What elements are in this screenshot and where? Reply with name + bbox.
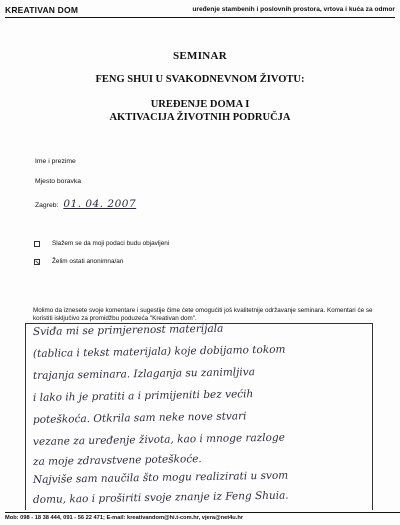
place-field[interactable]	[35, 178, 81, 185]
seminar-label: SEMINAR	[172, 50, 228, 62]
header-rule	[5, 17, 395, 18]
date-field[interactable]	[35, 198, 136, 210]
seminar-topic-line2: AKTIVACIJA ŽIVOTNIH PODRUČJA	[109, 112, 291, 123]
consent-publish-checkbox[interactable]	[34, 241, 40, 247]
comment-line: (tablica i tekst materijala) koje dobijamo tokom	[32, 343, 286, 360]
brand-tagline: uređenje stambenih i poslovnih prostora, vrtova i kuća za odmor	[192, 6, 395, 13]
consent-publish-label: Slažem se da moji podaci budu objavljeni	[52, 240, 170, 247]
consent-anonymous-option[interactable]	[34, 258, 123, 265]
consent-publish-option[interactable]	[34, 240, 169, 247]
comment-line: za moje zdravstvene poteškoće.	[32, 453, 202, 468]
seminar-topic-line1: UREĐENJE DOMA I	[150, 99, 250, 110]
comments-intro: Molimo da iznesete svoje komentare i sugestije čime ćete omogućiti još kvalitetnije održavanje seminara. Komentari će se koristiti isključivo za promidžbu poduzeća "Kreativan dom".	[33, 307, 373, 322]
comment-line: poteškoća. Otkrila sam neke nove stvari	[32, 410, 247, 426]
comment-line: i lako ih je pratiti a i primijeniti bez većih	[32, 388, 254, 404]
date-label: Zagreb:	[35, 202, 59, 209]
name-label: Ime i prezime	[35, 158, 76, 165]
seminar-subtitle: FENG SHUI U SVAKODNEVNOM ŽIVOTU:	[95, 74, 305, 85]
title-block	[0, 50, 400, 123]
comment-line: Najviše sam naučila što mogu realizirati u svom	[32, 469, 289, 486]
letterhead	[5, 5, 395, 19]
date-value[interactable]: 01. 04. 2007	[63, 198, 137, 210]
comment-line: trajanja seminara. Izlaganja su zanimljiva	[32, 366, 256, 382]
consent-anonymous-checkbox[interactable]	[34, 259, 40, 265]
footer-contact: Mob: 098 - 18 38 444, 091 - 56 22 471; E-mail: kreativandom@hi.t-com.hr, vjera@net4u.hr	[5, 512, 400, 521]
comment-line: vezane za uređenje života, kao i mnoge razloge	[32, 431, 285, 448]
comment-line: Sviđa mi se primjerenost materijala	[32, 322, 224, 338]
name-field[interactable]	[35, 158, 76, 165]
comment-line: domu, kao i proširiti svoje znanje iz Feng Shuia.	[32, 489, 289, 506]
brand-name: KREATIVAN DOM	[5, 5, 79, 15]
consent-anonymous-label: Želim ostati anonimna/an	[52, 258, 124, 265]
place-label: Mjesto boravka	[35, 178, 82, 185]
